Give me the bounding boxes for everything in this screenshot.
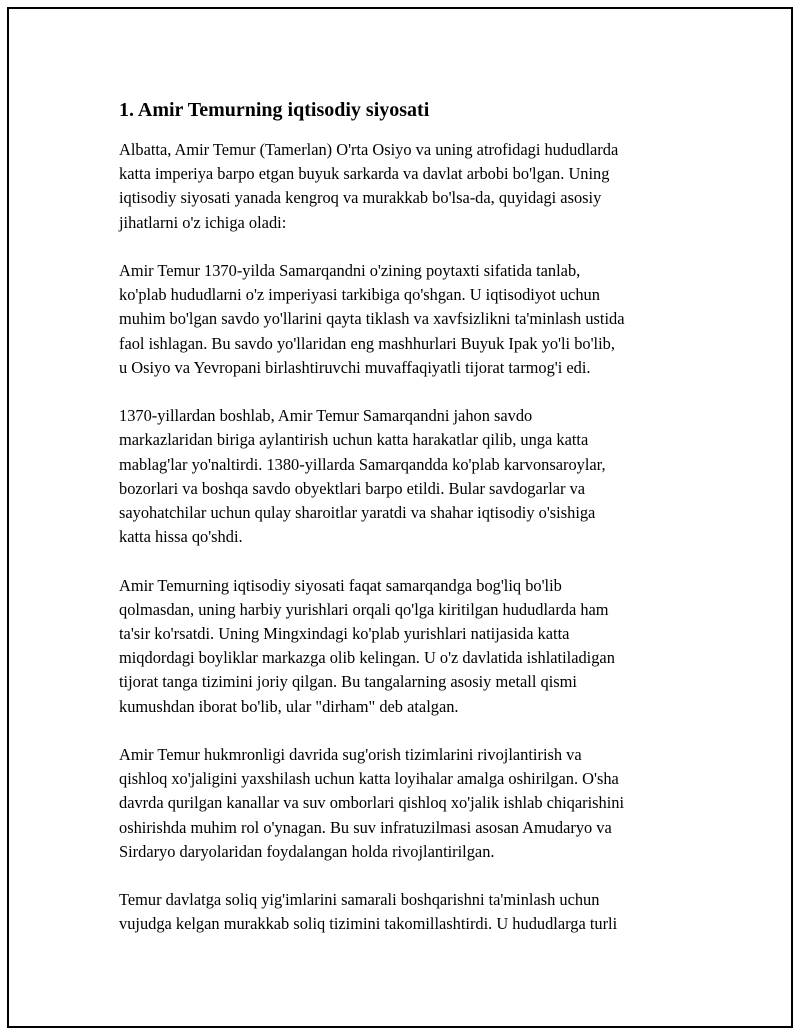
paragraph-line: ko'plab hududlarni o'z imperiyasi tarkibiga qo'shgan. U iqtisodiyot uchun bbox=[119, 285, 600, 305]
paragraph-line: Amir Temur hukmronligi davrida sug'orish tizimlarini rivojlantirish va bbox=[119, 745, 582, 765]
paragraph-capital bbox=[119, 259, 699, 380]
paragraph-line: ta'sir ko'rsatdi. Uning Mingxindagi ko'plab yurishlari natijasida katta bbox=[119, 624, 570, 644]
paragraph-line: davrda qurilgan kanallar va suv omborlari qishloq xo'jalik ishlab chiqarishini bbox=[119, 793, 625, 813]
paragraph-line: Sirdaryo daryolaridan foydalangan holda rivojlantirilgan. bbox=[119, 841, 495, 861]
paragraph-line: u Osiyo va Yevropani birlashtiruvchi muvaffaqiyatli tijorat tarmog'i edi. bbox=[119, 357, 591, 377]
paragraph-line: Temur davlatga soliq yig'imlarini samarali boshqarishni ta'minlash uchun bbox=[119, 890, 600, 910]
paragraph-irrigation bbox=[119, 743, 699, 864]
paragraph-trade-center bbox=[119, 404, 699, 549]
paragraph-line: qolmasdan, uning harbiy yurishlari orqali qo'lga kiritilgan hududlarda ham bbox=[119, 599, 609, 619]
paragraph-line: miqdordagi boyliklar markazga olib kelingan. U o'z davlatida ishlatiladigan bbox=[119, 648, 615, 668]
paragraph-intro bbox=[119, 138, 699, 235]
paragraph-line: tijorat tanga tizimini joriy qilgan. Bu tangalarning asosiy metall qismi bbox=[119, 672, 577, 692]
paragraph-line: iqtisodiy siyosati yanada kengroq va murakkab bo'lsa-da, quyidagi asosiy bbox=[119, 188, 602, 208]
paragraph-line: faol ishlagan. Bu savdo yo'llaridan eng mashhurlari Buyuk Ipak yo'li bo'lib, bbox=[119, 333, 615, 353]
section-title: 1. Amir Temurning iqtisodiy siyosati bbox=[119, 99, 430, 121]
paragraph-line: oshirishda muhim rol o'ynagan. Bu suv infratuzilmasi asosan Amudaryo va bbox=[119, 817, 612, 837]
paragraph-line: Albatta, Amir Temur (Tamerlan) O'rta Osiyo va uning atrofidagi hududlarda bbox=[119, 140, 619, 159]
paragraph-line: kumushdan iborat bo'lib, ular "dirham" deb atalgan. bbox=[119, 696, 459, 716]
paragraph-line: markazlaridan biriga aylantirish uchun katta harakatlar qilib, unga katta bbox=[119, 430, 589, 450]
paragraph-line: qishloq xo'jaligini yaxshilash uchun katta loyihalar amalga oshirilgan. O'sha bbox=[119, 769, 619, 789]
paragraph-line: mablag'lar yo'naltirdi. 1380-yillarda Samarqandda ko'plab karvonsaroylar, bbox=[119, 454, 606, 474]
paragraph-line: jihatlarni o'z ichiga oladi: bbox=[119, 212, 287, 232]
paragraph-line: sayohatchilar uchun qulay sharoitlar yaratdi va shahar iqtisodiy o'sishiga bbox=[119, 503, 596, 523]
paragraph-line: katta imperiya barpo etgan buyuk sarkarda va davlat arbobi bo'lgan. Uning bbox=[119, 164, 610, 184]
paragraph-line: Amir Temurning iqtisodiy siyosati faqat samarqandga bog'liq bo'lib bbox=[119, 575, 562, 595]
document-content bbox=[119, 95, 699, 961]
paragraph-line: bozorlari va boshqa savdo obyektlari barpo etildi. Bular savdogarlar va bbox=[119, 478, 586, 498]
paragraph-line: Amir Temur 1370-yilda Samarqandni o'zining poytaxti sifatida tanlab, bbox=[119, 261, 581, 280]
paragraph-line: 1370-yillardan boshlab, Amir Temur Samarqandni jahon savdo bbox=[119, 406, 533, 426]
paragraph-campaigns bbox=[119, 574, 699, 719]
paragraph-taxes bbox=[119, 888, 699, 936]
paragraph-line: vujudga kelgan murakkab soliq tizimini takomillashtirdi. U hududlarga turli bbox=[119, 914, 618, 934]
paragraph-line: katta hissa qo'shdi. bbox=[119, 527, 243, 547]
paragraph-line: muhim bo'lgan savdo yo'llarini qayta tiklash va xavfsizlikni ta'minlash ustida bbox=[119, 309, 625, 329]
document-page bbox=[7, 7, 793, 1028]
